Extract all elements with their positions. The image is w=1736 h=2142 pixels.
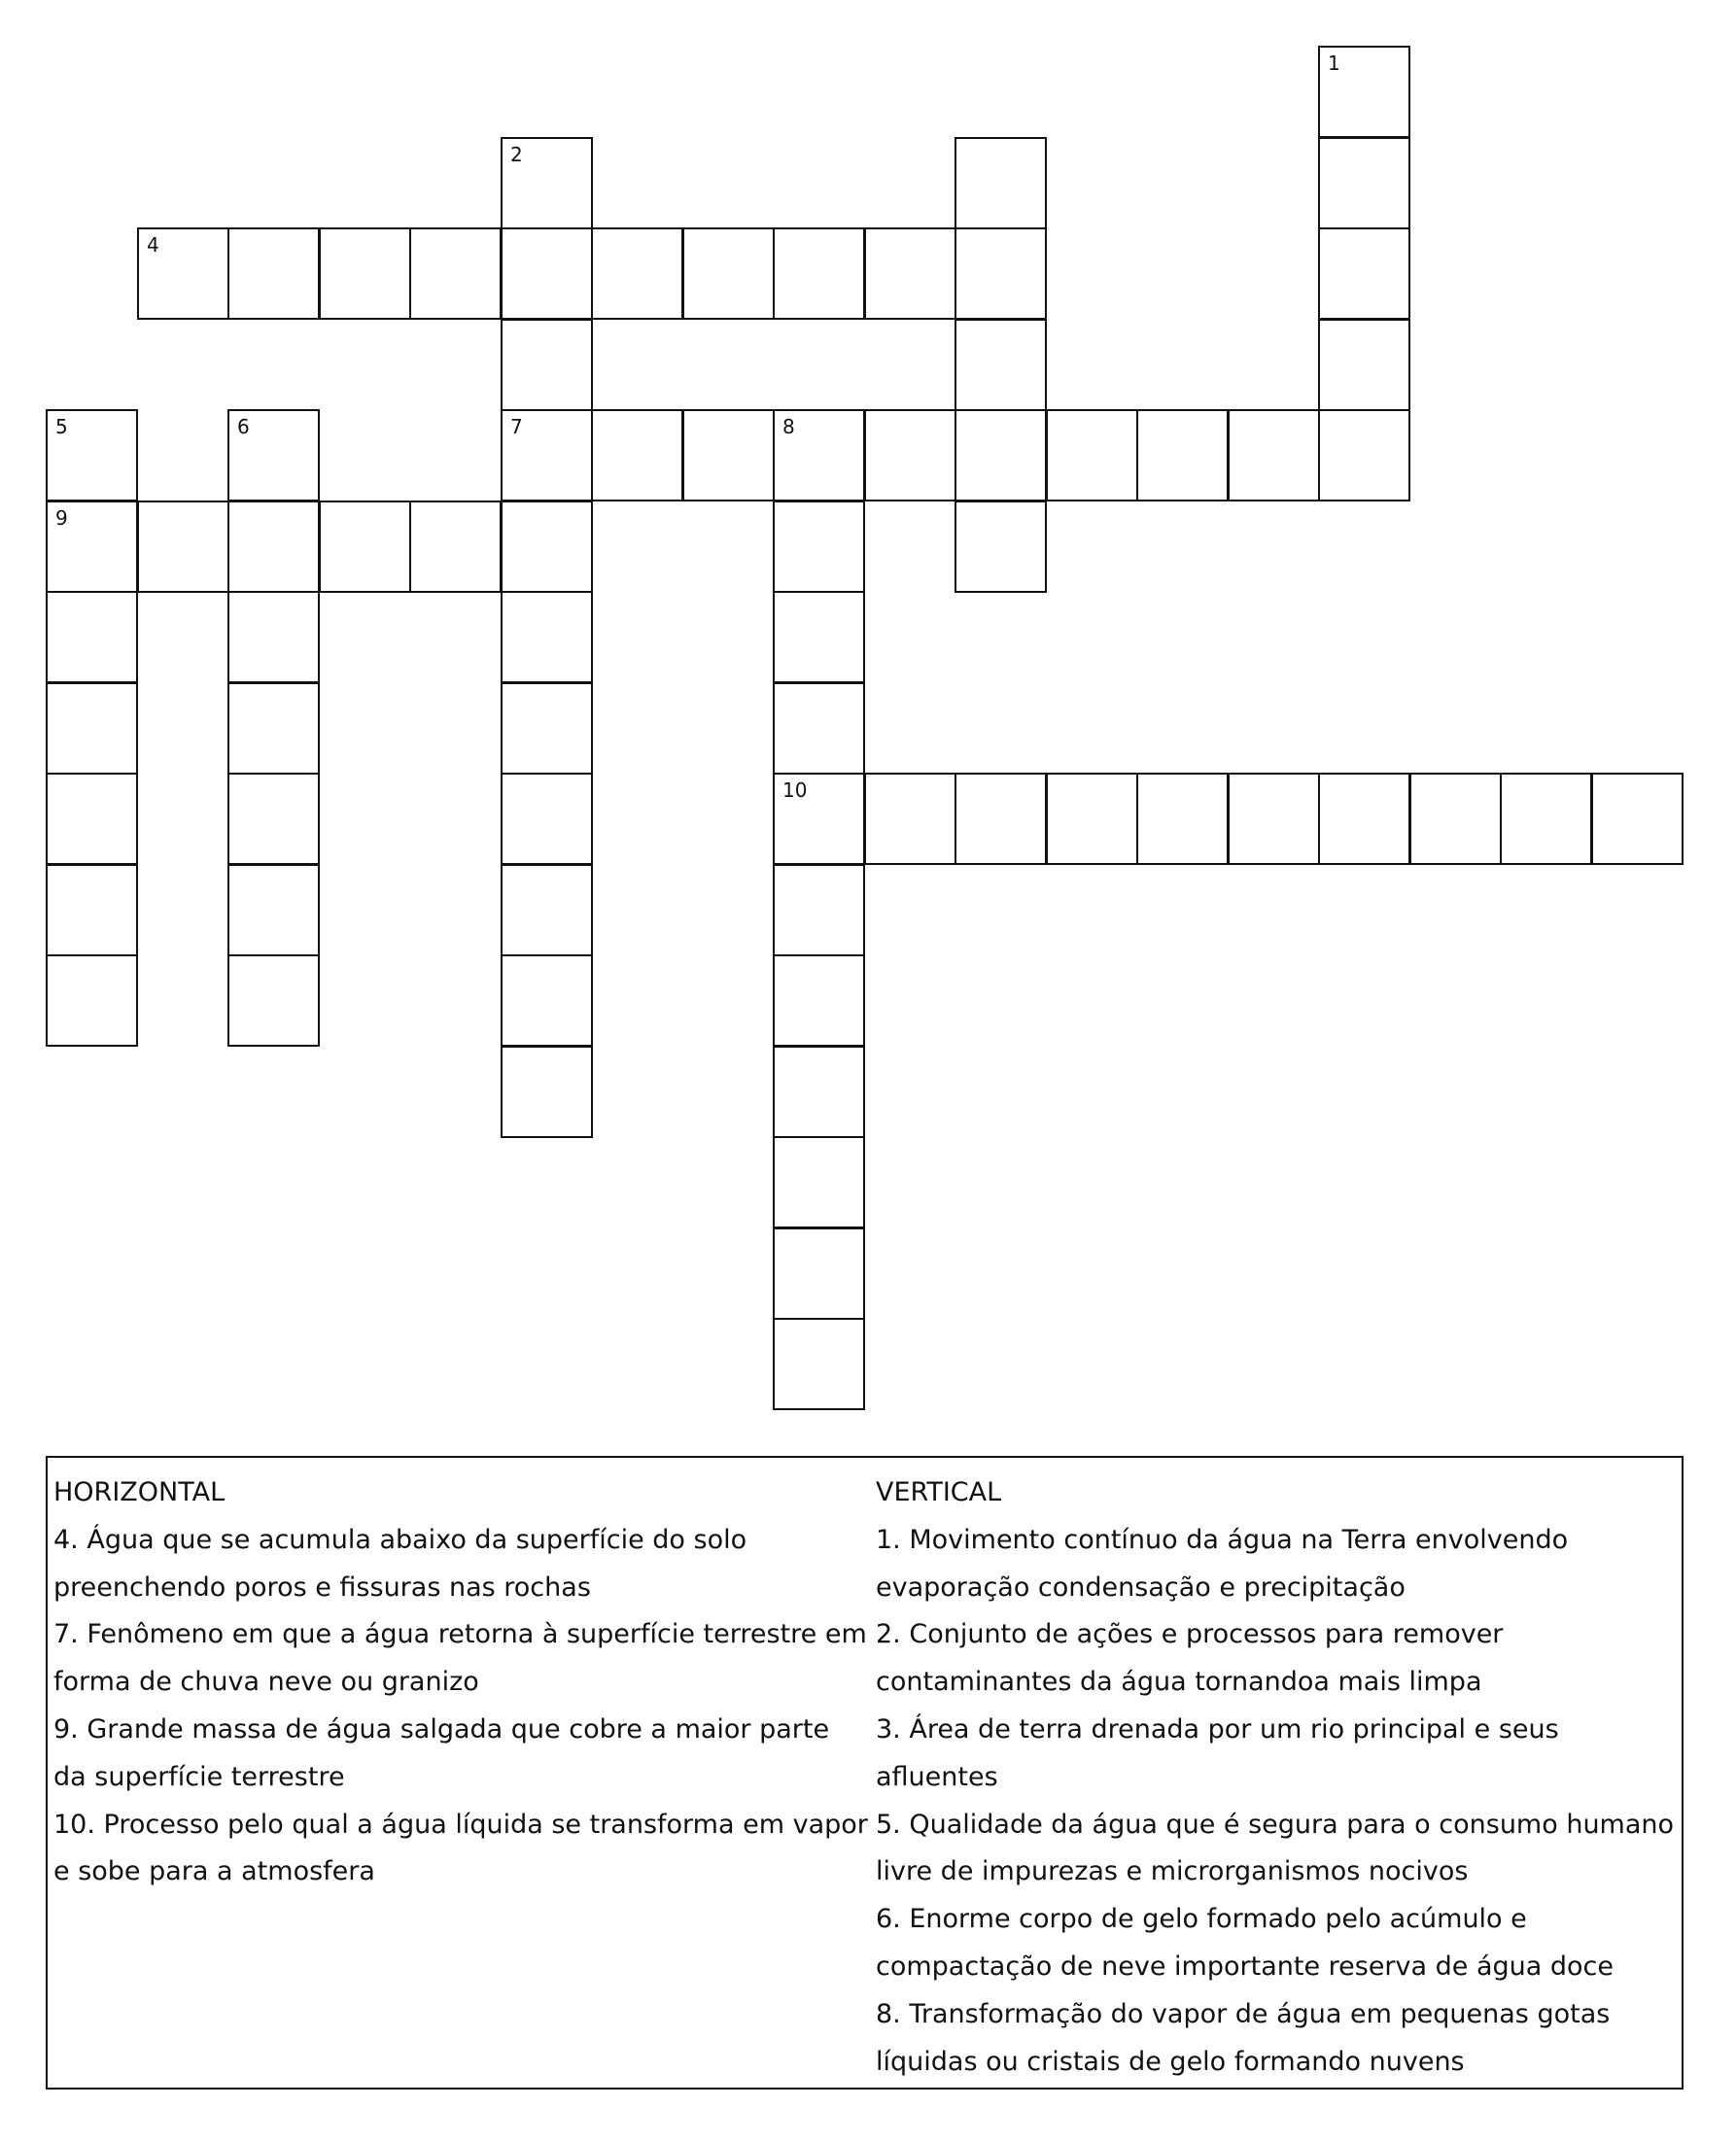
grid-cell[interactable] — [227, 591, 320, 683]
clue-number: 1 — [1328, 52, 1340, 75]
grid-cell[interactable] — [501, 954, 593, 1047]
grid-cell[interactable] — [319, 501, 411, 593]
grid-cell[interactable] — [773, 1046, 865, 1138]
grid-cell[interactable] — [46, 773, 138, 865]
grid-cell[interactable] — [319, 227, 411, 320]
grid-cell[interactable] — [1228, 409, 1320, 501]
clue-number: 9 — [55, 506, 68, 530]
grid-cell[interactable] — [1136, 409, 1229, 501]
clue-number: 5 — [55, 415, 68, 438]
grid-cell[interactable] — [46, 501, 138, 593]
grid-cell[interactable] — [773, 954, 865, 1047]
grid-cell[interactable] — [1046, 409, 1138, 501]
grid-cell[interactable] — [591, 227, 683, 320]
clue-number: 2 — [510, 143, 523, 166]
grid-cell[interactable] — [501, 409, 593, 501]
grid-cell[interactable] — [501, 591, 593, 683]
grid-cell[interactable] — [773, 1318, 865, 1410]
grid-cell[interactable] — [955, 501, 1047, 593]
grid-cell[interactable] — [1318, 773, 1410, 865]
grid-cell[interactable] — [1409, 773, 1502, 865]
clue-vertical-5: 5. Qualidade da água que é segura para o consumo humano livre de impurezas e microrganismos nocivos — [876, 1809, 1675, 1887]
clue-number: 4 — [147, 233, 159, 257]
grid-cell[interactable] — [501, 137, 593, 229]
grid-cell[interactable] — [409, 227, 502, 320]
grid-cell[interactable] — [773, 591, 865, 683]
grid-cell[interactable] — [501, 773, 593, 865]
clue-horizontal-10: 10. Processo pelo qual a água líquida se transforma em vapor e sobe para a atmosfera — [53, 1809, 868, 1887]
clue-vertical-3: 3. Área de terra drenada por um rio principal e seus afluentes — [876, 1713, 1559, 1792]
clue-number: 8 — [782, 415, 795, 438]
grid-cell[interactable] — [955, 137, 1047, 229]
horizontal-heading: HORIZONTAL — [53, 1477, 226, 1507]
grid-cell[interactable] — [1046, 773, 1138, 865]
grid-cell[interactable] — [1318, 46, 1410, 138]
grid-cell[interactable] — [46, 864, 138, 956]
grid-cell[interactable] — [501, 227, 593, 320]
grid-cell[interactable] — [501, 864, 593, 956]
grid-cell[interactable] — [955, 409, 1047, 501]
clue-vertical-1: 1. Movimento contínuo da água na Terra envolvendo evaporação condensação e precipitação — [876, 1524, 1569, 1603]
grid-cell[interactable] — [227, 409, 320, 501]
clue-horizontal-9: 9. Grande massa de água salgada que cobre a maior parte da superfície terrestre — [53, 1713, 830, 1792]
clue-number: 10 — [782, 778, 808, 802]
vertical-heading: VERTICAL — [876, 1477, 1002, 1507]
grid-cell[interactable] — [773, 501, 865, 593]
clue-vertical-2: 2. Conjunto de ações e processos para remover contaminantes da água tornandoa mais limpa — [876, 1619, 1504, 1698]
grid-cell[interactable] — [1318, 137, 1410, 229]
grid-cell[interactable] — [591, 409, 683, 501]
grid-cell[interactable] — [1500, 773, 1592, 865]
clue-horizontal-7: 7. Fenômeno em que a água retorna à superfície terrestre em forma de chuva neve ou granizo — [53, 1619, 867, 1698]
clue-vertical-6: 6. Enorme corpo de gelo formado pelo acúmulo e compactação de neve importante reserva de água doce — [876, 1904, 1614, 1982]
grid-cell[interactable] — [1318, 319, 1410, 411]
grid-cell[interactable] — [864, 409, 956, 501]
grid-cell[interactable] — [864, 773, 956, 865]
grid-cell[interactable] — [864, 227, 956, 320]
grid-cell[interactable] — [501, 501, 593, 593]
grid-cell[interactable] — [227, 864, 320, 956]
grid-cell[interactable] — [1136, 773, 1229, 865]
grid-cell[interactable] — [773, 227, 865, 320]
grid-cell[interactable] — [773, 773, 865, 865]
clues-panel — [46, 1456, 1684, 2090]
grid-cell[interactable] — [46, 954, 138, 1047]
clue-horizontal-4: 4. Água que se acumula abaixo da superfície do solo preenchendo poros e fissuras nas rochas — [53, 1524, 747, 1603]
grid-cell[interactable] — [227, 773, 320, 865]
grid-cell[interactable] — [227, 227, 320, 320]
grid-cell[interactable] — [955, 773, 1047, 865]
grid-cell[interactable] — [1591, 773, 1684, 865]
grid-cell[interactable] — [46, 591, 138, 683]
grid-cell[interactable] — [46, 409, 138, 501]
grid-cell[interactable] — [682, 227, 775, 320]
clue-vertical-8: 8. Transformação do vapor de água em pequenas gotas líquidas ou cristais de gelo formando nuvens — [876, 1998, 1611, 2077]
horizontal-clues — [53, 1469, 868, 1896]
grid-cell[interactable] — [501, 682, 593, 775]
grid-cell[interactable] — [1318, 227, 1410, 320]
grid-cell[interactable] — [227, 954, 320, 1047]
grid-cell[interactable] — [501, 1046, 593, 1138]
grid-cell[interactable] — [1228, 773, 1320, 865]
clue-number: 6 — [237, 415, 250, 438]
grid-cell[interactable] — [409, 501, 502, 593]
grid-cell[interactable] — [955, 227, 1047, 320]
grid-cell[interactable] — [773, 409, 865, 501]
grid-cell[interactable] — [955, 319, 1047, 411]
grid-cell[interactable] — [773, 1227, 865, 1320]
grid-cell[interactable] — [137, 227, 229, 320]
grid-cell[interactable] — [773, 1136, 865, 1228]
grid-cell[interactable] — [1318, 409, 1410, 501]
grid-cell[interactable] — [227, 682, 320, 775]
vertical-clues — [876, 1469, 1678, 2086]
grid-cell[interactable] — [46, 682, 138, 775]
grid-cell[interactable] — [682, 409, 775, 501]
grid-cell[interactable] — [137, 501, 229, 593]
grid-cell[interactable] — [501, 319, 593, 411]
grid-cell[interactable] — [773, 682, 865, 775]
grid-cell[interactable] — [227, 501, 320, 593]
clue-number: 7 — [510, 415, 523, 438]
grid-cell[interactable] — [773, 864, 865, 956]
